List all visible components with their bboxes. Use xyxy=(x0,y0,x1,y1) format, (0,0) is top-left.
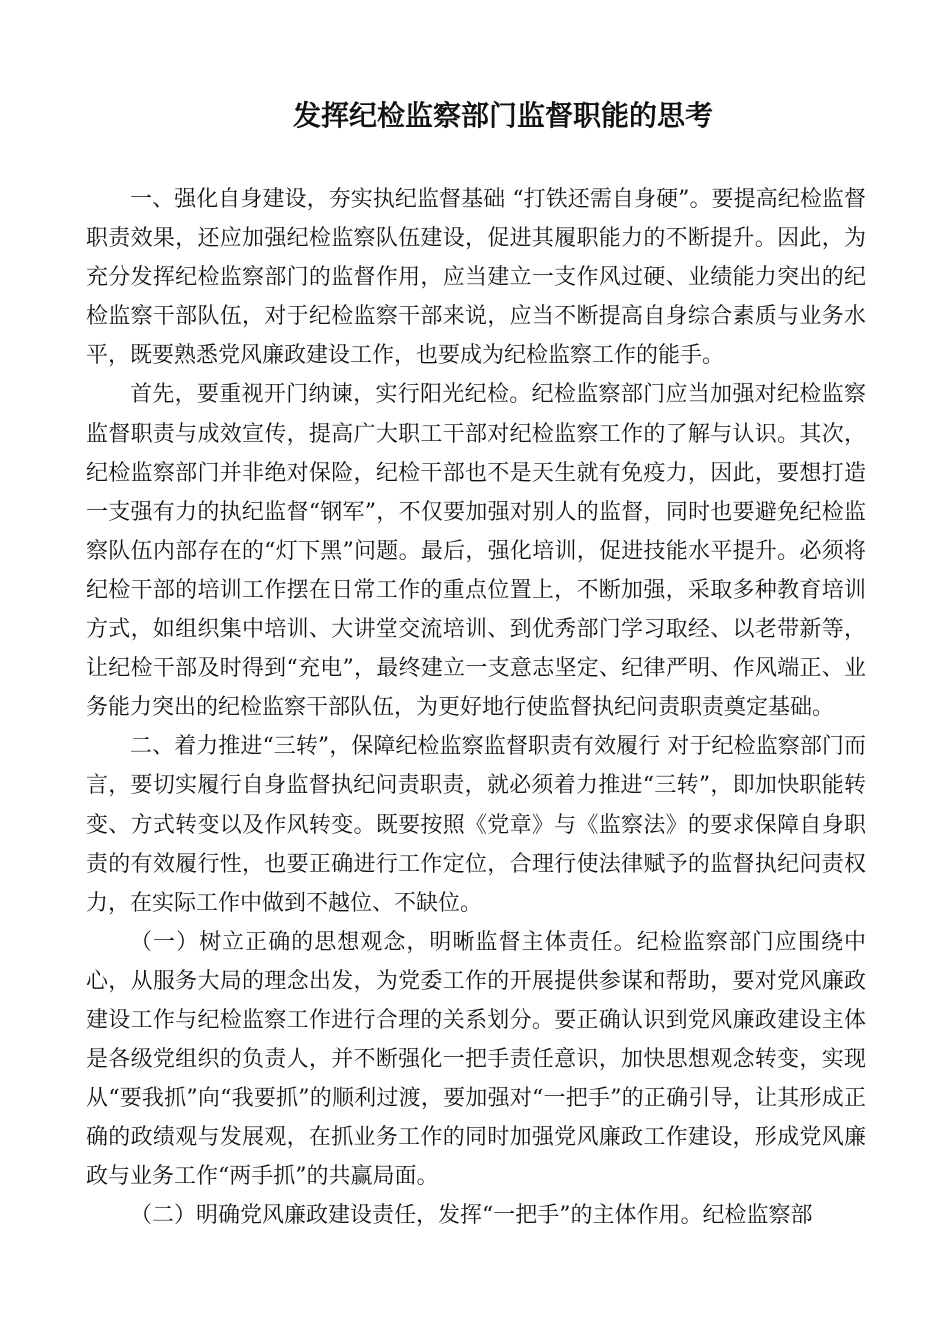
paragraph-1: 一、强化自身建设，夯实执纪监督基础 “打铁还需自身硬”。要提高纪检监督职责效果，还应加强纪检监察队伍建设，促进其履职能力的不断提升。因此，为充分发挥纪检监察部门的监督作用，应当建立一支作风过硬、业绩能力突出的纪检监察干部队伍，对于纪检监察干部来说，应当不断提高自身综合素质与业务水平，既要熟悉党风廉政建设工作，也要成为纪检监察工作的能手。 xyxy=(86,187,866,369)
paragraph-4: （一）树立正确的思想观念，明晰监督主体责任。纪检监察部门应围绕中心，从服务大局的理念出发，为党委工作的开展提供参谋和帮助，要对党风廉政建设工作与纪检监察工作进行合理的关系划分。要正确认识到党风廉政建设主体是各级党组织的负责人，并不断强化一把手责任意识，加快思想观念转变，实现从“要我抓”向“我要抓”的顺利过渡，要加强对“一把手”的正确引导，让其形成正确的政绩观与发展观，在抓业务工作的同时加强党风廉政工作建设，形成党风廉政与业务工作“两手抓”的共赢局面。 xyxy=(86,929,866,1190)
paragraph-5: （二）明确党风廉政建设责任，发挥“一把手”的主体作用。纪检监察部 xyxy=(130,1203,813,1229)
paragraph-2: 首先，要重视开门纳谏，实行阳光纪检。纪检监察部门应当加强对纪检监察监督职责与成效宣传，提高广大职工干部对纪检监察工作的了解与认识。其次，纪检监察部门并非绝对保险，纪检干部也不是天生就有免疫力，因此，要想打造一支强有力的执纪监督“钢军”，不仅要加强对别人的监督，同时也要避免纪检监察队伍内部存在的“灯下黑”问题。最后，强化培训，促进技能水平提升。必须将纪检干部的培训工作摆在日常工作的重点位置上，不断加强，采取多种教育培训方式，如组织集中培训、大讲堂交流培训、到优秀部门学习取经、以老带新等，让纪检干部及时得到“充电”，最终建立一支意志坚定、纪律严明、作风端正、业务能力突出的纪检监察干部队伍，为更好地行使监督执纪问责职责奠定基础。 xyxy=(86,382,866,721)
document-body xyxy=(86,180,866,1236)
document-title: 发挥纪检监察部门监督职能的思考 xyxy=(292,99,713,132)
paragraph-3: 二、着力推进“三转”，保障纪检监察监督职责有效履行 对于纪检监察部门而言，要切实履行自身监督执纪问责职责，就必须着力推进“三转”，即加快职能转变、方式转变以及作风转变。既要按照《党章》与《监察法》的要求保障自身职责的有效履行性，也要正确进行工作定位，合理行使法律赋予的监督执纪问责权力，在实际工作中做到不越位、不缺位。 xyxy=(86,734,866,916)
